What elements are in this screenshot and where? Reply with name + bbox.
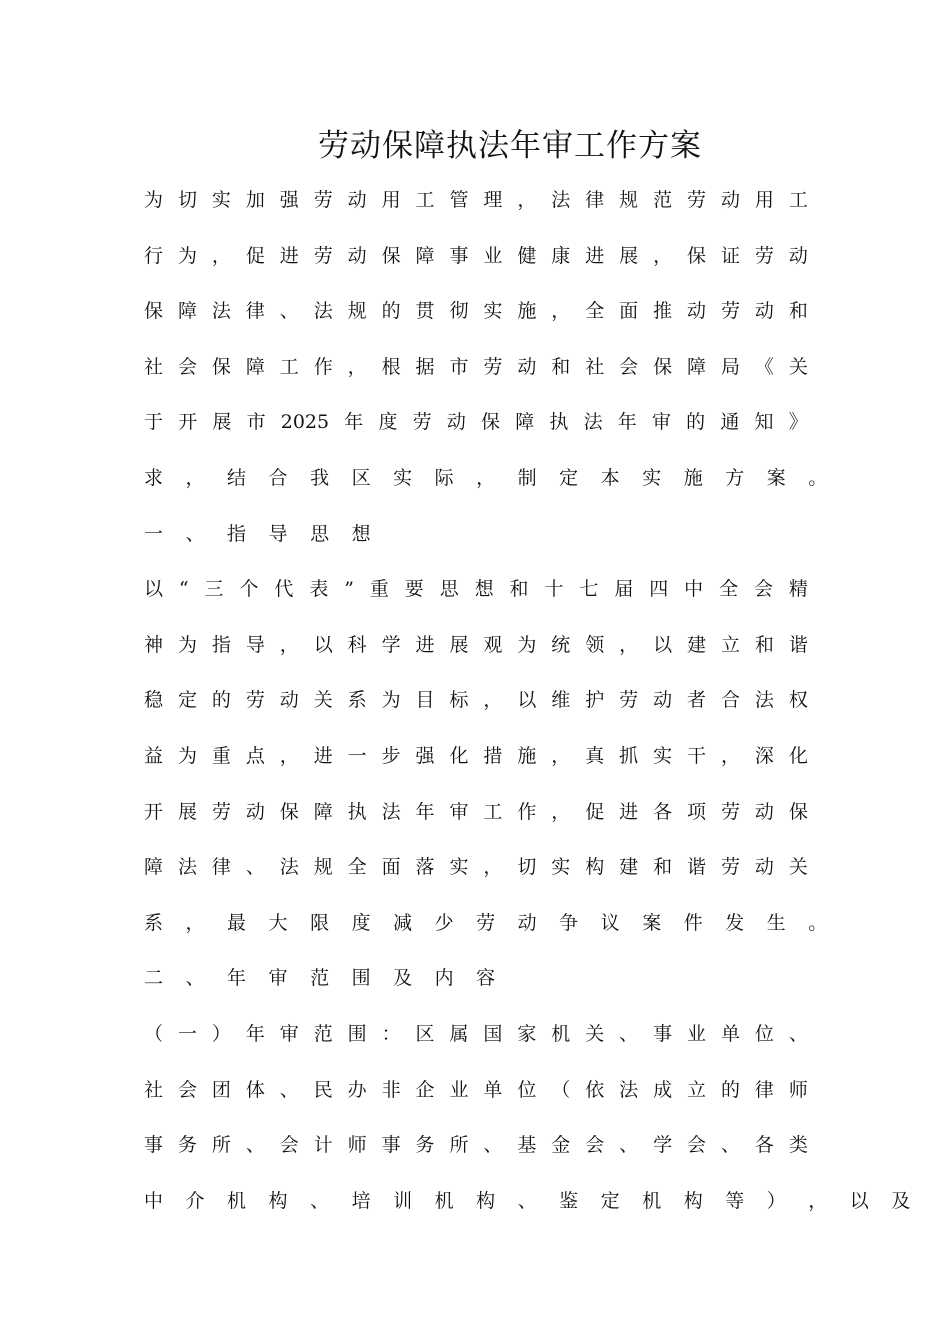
body-line: 益 为 重 点 ， 进 一 步 强 化 措 施 ， 真 抓 实 干 ， 深 化 [144,745,808,767]
body-line: 开 展 劳 动 保 障 执 法 年 审 工 作 ， 促 进 各 项 劳 动 保 [144,800,808,823]
body-line: 障 法 律 、 法 规 全 面 落 实 ， 切 实 构 建 和 谐 劳 动 关 [144,856,808,879]
body-line: 为 切 实 加 强 劳 动 用 工 管 理 ， 法 律 规 范 劳 动 用 工 [144,189,808,211]
body-line: 以 “ 三 个 代 表 ” 重 要 思 想 和 十 七 届 四 中 全 会 精 [144,578,808,601]
body-line: 社 会 团 体 、 民 办 非 企 业 单 位 （ 依 法 成 立 的 律 师 [144,1078,808,1101]
body-line: 神 为 指 导 ， 以 科 学 进 展 观 为 统 领 ， 以 建 立 和 谐 [144,633,808,656]
body-line: 稳 定 的 劳 动 关 系 为 目 标 ， 以 维 护 劳 动 者 合 法 权 [144,689,808,712]
body-line: 二 、 年 审 范 围 及 内 容 [144,967,496,990]
body-line: 行 为 ， 促 进 劳 动 保 障 事 业 健 康 进 展 ， 保 证 劳 动 [144,244,808,267]
body-line: 一 、 指 导 思 想 [144,522,371,545]
body-line: 系 ， 最 大 限 度 减 少 劳 动 争 议 案 件 发 生 。 [144,911,828,934]
body-line: （ 一 ） 年 审 范 围 ： 区 属 国 家 机 关 、 事 业 单 位 、 [144,1023,808,1045]
body-line: 社 会 保 障 工 作 ， 根 据 市 劳 动 和 社 会 保 障 局 《 关 [144,355,808,378]
body-line: 于 开 展 市 2025 年 度 劳 动 保 障 执 法 年 审 的 通 知 》 [144,411,808,434]
body-line: 求 ， 结 合 我 区 实 际 ， 制 定 本 实 施 方 案 。 [144,467,828,489]
body-line: 中 介 机 构 、 培 训 机 构 、 鉴 定 机 构 等 ） ， 以 及 [144,1189,911,1212]
body-line: 保 障 法 律 、 法 规 的 贯 彻 实 施 ， 全 面 推 动 劳 动 和 [144,300,808,323]
document-title: 劳动保障执法年审工作方案 [318,128,702,164]
body-line: 事 务 所 、 会 计 师 事 务 所 、 基 金 会 、 学 会 、 各 类 [144,1134,808,1157]
